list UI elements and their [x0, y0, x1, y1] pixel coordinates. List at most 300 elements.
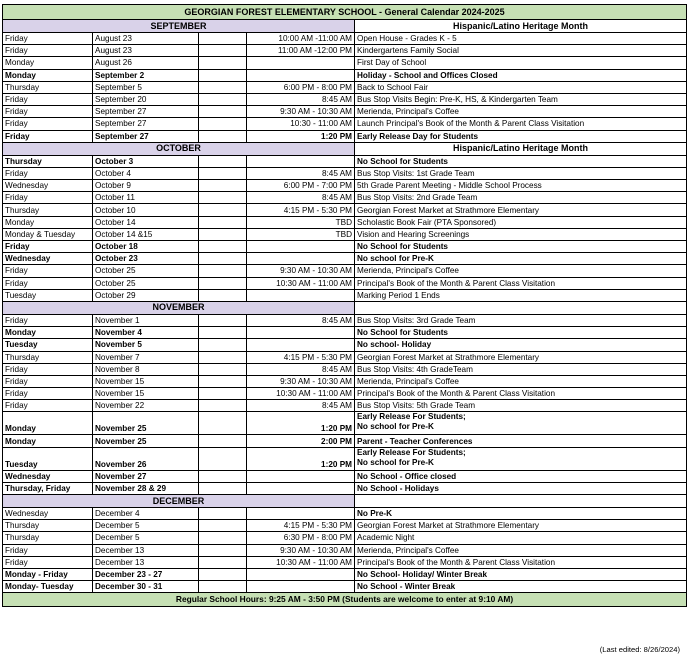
calendar-row [3, 435, 687, 447]
calendar-row [3, 568, 687, 580]
calendar-row [3, 277, 687, 289]
calendar-row [3, 155, 687, 167]
row-date: October 18 [93, 241, 199, 253]
row-spacer [199, 81, 247, 93]
event-text: No school for Pre-K [357, 254, 434, 264]
row-spacer [199, 532, 247, 544]
calendar-row [3, 388, 687, 400]
row-date: December 13 [93, 544, 199, 556]
row-event [355, 33, 687, 45]
heritage-month-label [355, 495, 687, 508]
row-date: October 25 [93, 277, 199, 289]
calendar-row [3, 45, 687, 57]
event-text: Early Release For Students; [357, 412, 466, 422]
row-time [247, 241, 355, 253]
row-date: September 27 [93, 106, 199, 118]
event-text: Principal's Book of the Month & Parent Class Visitation [357, 278, 556, 288]
row-spacer [199, 375, 247, 387]
row-spacer [199, 228, 247, 240]
row-spacer [199, 447, 247, 470]
row-time: 9:30 AM - 10:30 AM [247, 544, 355, 556]
row-date: October 10 [93, 204, 199, 216]
row-spacer [199, 327, 247, 339]
calendar-row [3, 375, 687, 387]
row-day: Friday [3, 314, 93, 326]
row-day: Friday [3, 241, 93, 253]
row-event [355, 568, 687, 580]
row-time: 6:00 PM - 7:00 PM [247, 180, 355, 192]
calendar-row [3, 204, 687, 216]
row-event [355, 81, 687, 93]
row-spacer [199, 45, 247, 57]
row-date: November 25 [93, 412, 199, 435]
row-day: Wednesday [3, 180, 93, 192]
calendar-row [3, 400, 687, 412]
row-event [355, 155, 687, 167]
row-time: TBD [247, 216, 355, 228]
row-spacer [199, 581, 247, 593]
row-date: September 20 [93, 93, 199, 105]
calendar-row [3, 314, 687, 326]
event-text: Kindergartens Family Social [357, 46, 459, 56]
calendar-row [3, 351, 687, 363]
row-day: Friday [3, 375, 93, 387]
event-text: Early Release For Students; [357, 447, 466, 457]
row-date: November 4 [93, 327, 199, 339]
event-text: No School - Office closed [357, 471, 457, 481]
calendar-row [3, 508, 687, 520]
event-text: Launch Principal's Book of the Month & Parent Class Visitation [357, 119, 585, 129]
row-time: 10:00 AM -11:00 AM [247, 33, 355, 45]
row-event [355, 520, 687, 532]
row-event [355, 216, 687, 228]
row-time: 4:15 PM - 5:30 PM [247, 520, 355, 532]
row-spacer [199, 363, 247, 375]
heritage-month-label: Hispanic/Latino Heritage Month [355, 20, 687, 33]
calendar-row [3, 180, 687, 192]
calendar-row [3, 482, 687, 494]
row-day: Friday [3, 192, 93, 204]
row-spacer [199, 277, 247, 289]
row-date: September 27 [93, 130, 199, 142]
event-text: Holiday - School and Offices Closed [357, 70, 498, 80]
title-row [3, 5, 687, 20]
calendar-row [3, 556, 687, 568]
row-event [355, 180, 687, 192]
event-text: Scholastic Book Fair (PTA Sponsored) [357, 217, 497, 227]
row-time: 10:30 AM - 11:00 AM [247, 388, 355, 400]
row-time [247, 253, 355, 265]
calendar-row [3, 581, 687, 593]
row-date: October 11 [93, 192, 199, 204]
row-day: Friday [3, 130, 93, 142]
row-day: Monday- Tuesday [3, 581, 93, 593]
calendar-row [3, 253, 687, 265]
row-event [355, 130, 687, 142]
row-spacer [199, 556, 247, 568]
row-day: Friday [3, 93, 93, 105]
calendar-row [3, 93, 687, 105]
row-time [247, 508, 355, 520]
row-day: Monday [3, 216, 93, 228]
row-spacer [199, 435, 247, 447]
row-event [355, 192, 687, 204]
row-event [355, 532, 687, 544]
row-event [355, 118, 687, 130]
row-time [247, 289, 355, 301]
row-date: October 29 [93, 289, 199, 301]
row-spacer [199, 412, 247, 435]
footer-row [3, 593, 687, 607]
event-text: 5th Grade Parent Meeting - Middle School Process [357, 181, 542, 191]
row-time: 4:15 PM - 5:30 PM [247, 204, 355, 216]
row-date: November 25 [93, 435, 199, 447]
event-text: No School for Students [357, 156, 448, 166]
row-time [247, 470, 355, 482]
row-day: Thursday [3, 351, 93, 363]
row-time: 1:20 PM [247, 447, 355, 470]
row-time: TBD [247, 228, 355, 240]
row-spacer [199, 351, 247, 363]
row-event [355, 106, 687, 118]
row-event [355, 93, 687, 105]
row-day: Monday - Friday [3, 568, 93, 580]
row-date: October 14 [93, 216, 199, 228]
row-day: Friday [3, 363, 93, 375]
row-time: 8:45 AM [247, 192, 355, 204]
row-date: November 22 [93, 400, 199, 412]
event-text: No School for Students [357, 242, 448, 252]
row-event [355, 314, 687, 326]
calendar-row [3, 339, 687, 351]
row-event [355, 400, 687, 412]
calendar-row [3, 118, 687, 130]
row-time [247, 57, 355, 69]
row-event [355, 470, 687, 482]
row-date: November 15 [93, 375, 199, 387]
month-name: DECEMBER [3, 495, 355, 508]
event-text: No School - Holidays [357, 483, 439, 493]
row-day: Friday [3, 556, 93, 568]
row-time: 8:45 AM [247, 400, 355, 412]
calendar-row [3, 216, 687, 228]
row-time [247, 581, 355, 593]
calendar-row [3, 57, 687, 69]
month-name: OCTOBER [3, 142, 355, 155]
row-spacer [199, 253, 247, 265]
event-text-line2: No school for Pre-K [357, 457, 434, 467]
row-time: 10:30 AM - 11:00 AM [247, 277, 355, 289]
calendar-row [3, 447, 687, 470]
event-text: Bus Stop Visits: 1st Grade Team [357, 168, 475, 178]
row-date: November 5 [93, 339, 199, 351]
row-time: 8:45 AM [247, 314, 355, 326]
row-event [355, 544, 687, 556]
row-event [355, 351, 687, 363]
event-text: Back to School Fair [357, 82, 428, 92]
row-date: October 9 [93, 180, 199, 192]
row-day: Monday [3, 435, 93, 447]
calendar-row [3, 130, 687, 142]
row-date: October 3 [93, 155, 199, 167]
row-spacer [199, 118, 247, 130]
row-day: Friday [3, 45, 93, 57]
row-day: Thursday [3, 155, 93, 167]
row-spacer [199, 265, 247, 277]
row-time: 2:00 PM [247, 435, 355, 447]
row-time [247, 482, 355, 494]
row-date: August 26 [93, 57, 199, 69]
event-text: Bus Stop Visits Begin: Pre-K, HS, & Kindergarten Team [357, 95, 558, 105]
calendar-row [3, 241, 687, 253]
row-event [355, 363, 687, 375]
calendar-row [3, 327, 687, 339]
row-spacer [199, 57, 247, 69]
row-day: Wednesday [3, 253, 93, 265]
last-edited-note: (Last edited: 8/26/2024) [599, 645, 680, 654]
row-spacer [199, 180, 247, 192]
row-time [247, 155, 355, 167]
event-text: Georgian Forest Market at Strathmore Elementary [357, 521, 540, 531]
event-text: Bus Stop Visits: 2nd Grade Team [357, 193, 478, 203]
row-date: September 5 [93, 81, 199, 93]
calendar-row [3, 520, 687, 532]
event-text: Merienda, Principal's Coffee [357, 266, 459, 276]
calendar-row [3, 167, 687, 179]
row-event [355, 57, 687, 69]
event-text: No school- Holiday [357, 340, 432, 350]
heritage-month-label: Hispanic/Latino Heritage Month [355, 142, 687, 155]
event-text-line2: No school for Pre-K [357, 422, 434, 432]
row-time: 8:45 AM [247, 167, 355, 179]
row-day: Thursday [3, 520, 93, 532]
event-text: Georgian Forest Market at Strathmore Elementary [357, 205, 540, 215]
row-event [355, 204, 687, 216]
row-spacer [199, 568, 247, 580]
event-text: Open House - Grades K - 5 [357, 34, 457, 44]
event-text: Bus Stop Visits: 5th Grade Team [357, 401, 476, 411]
row-spacer [199, 241, 247, 253]
row-date: November 26 [93, 447, 199, 470]
row-time [247, 327, 355, 339]
row-day: Monday [3, 57, 93, 69]
row-day: Tuesday [3, 289, 93, 301]
row-event [355, 556, 687, 568]
event-text: No School- Holiday/ Winter Break [357, 570, 488, 580]
row-date: September 27 [93, 118, 199, 130]
month-name: SEPTEMBER [3, 20, 355, 33]
row-event [355, 412, 687, 435]
row-time: 1:20 PM [247, 130, 355, 142]
row-day: Thursday [3, 81, 93, 93]
row-spacer [199, 482, 247, 494]
row-spacer [199, 400, 247, 412]
row-time: 9:30 AM - 10:30 AM [247, 375, 355, 387]
event-text: Bus Stop Visits: 4th GradeTeam [357, 364, 473, 374]
row-spacer [199, 544, 247, 556]
calendar-row [3, 69, 687, 81]
row-event [355, 508, 687, 520]
calendar-row [3, 106, 687, 118]
calendar-row [3, 412, 687, 435]
row-date: August 23 [93, 33, 199, 45]
row-day: Friday [3, 277, 93, 289]
row-event [355, 289, 687, 301]
row-date: August 23 [93, 45, 199, 57]
event-text: Academic Night [357, 533, 415, 543]
row-date: December 5 [93, 532, 199, 544]
row-event [355, 253, 687, 265]
row-date: November 27 [93, 470, 199, 482]
row-day: Monday [3, 412, 93, 435]
month-header-row [3, 20, 687, 33]
row-time: 6:30 PM - 8:00 PM [247, 532, 355, 544]
row-day: Monday [3, 69, 93, 81]
row-time: 9:30 AM - 10:30 AM [247, 265, 355, 277]
row-event [355, 339, 687, 351]
row-spacer [199, 339, 247, 351]
calendar-row [3, 192, 687, 204]
row-spacer [199, 520, 247, 532]
row-spacer [199, 33, 247, 45]
event-text: Early Release Day for Students [357, 131, 479, 141]
row-spacer [199, 155, 247, 167]
row-date: September 2 [93, 69, 199, 81]
row-day: Wednesday [3, 508, 93, 520]
school-hours-note: Regular School Hours: 9:25 AM - 3:50 PM (Students are welcome to enter at 9:10 AM) [3, 593, 687, 607]
event-text: Parent - Teacher Conferences [357, 436, 473, 446]
row-spacer [199, 508, 247, 520]
event-text: Bus Stop Visits: 3rd Grade Team [357, 316, 476, 326]
row-date: December 13 [93, 556, 199, 568]
event-text: Merienda, Principal's Coffee [357, 545, 459, 555]
row-day: Thursday [3, 532, 93, 544]
row-date: December 5 [93, 520, 199, 532]
calendar-row [3, 289, 687, 301]
row-day: Friday [3, 118, 93, 130]
month-name: NOVEMBER [3, 301, 355, 314]
row-spacer [199, 204, 247, 216]
calendar-row [3, 33, 687, 45]
row-date: November 8 [93, 363, 199, 375]
row-day: Friday [3, 106, 93, 118]
row-spacer [199, 192, 247, 204]
row-day: Friday [3, 265, 93, 277]
row-day: Thursday [3, 204, 93, 216]
event-text: Vision and Hearing Screenings [357, 229, 470, 239]
calendar-title: GEORGIAN FOREST ELEMENTARY SCHOOL - General Calendar 2024-2025 [3, 5, 687, 20]
row-time: 11:00 AM -12:00 PM [247, 45, 355, 57]
row-spacer [199, 130, 247, 142]
row-time [247, 69, 355, 81]
calendar-document [2, 4, 686, 654]
row-spacer [199, 93, 247, 105]
row-date: December 4 [93, 508, 199, 520]
row-time: 9:30 AM - 10:30 AM [247, 106, 355, 118]
row-event [355, 375, 687, 387]
row-event [355, 228, 687, 240]
row-event [355, 241, 687, 253]
row-date: November 15 [93, 388, 199, 400]
row-spacer [199, 167, 247, 179]
event-text: Principal's Book of the Month & Parent Class Visitation [357, 557, 556, 567]
row-event [355, 581, 687, 593]
row-event [355, 388, 687, 400]
row-time [247, 339, 355, 351]
row-time: 8:45 AM [247, 363, 355, 375]
row-event [355, 167, 687, 179]
calendar-table [2, 4, 687, 607]
event-text: No School for Students [357, 328, 448, 338]
event-text: First Day of School [357, 58, 427, 68]
row-time: 8:45 AM [247, 93, 355, 105]
event-text: Merienda, Principal's Coffee [357, 107, 459, 117]
month-header-row [3, 495, 687, 508]
calendar-row [3, 228, 687, 240]
row-time: 10:30 AM - 11:00 AM [247, 556, 355, 568]
row-spacer [199, 470, 247, 482]
row-day: Thursday, Friday [3, 482, 93, 494]
row-time [247, 568, 355, 580]
row-spacer [199, 69, 247, 81]
row-day: Wednesday [3, 470, 93, 482]
row-event [355, 45, 687, 57]
row-date: October 14 &15 [93, 228, 199, 240]
row-date: November 1 [93, 314, 199, 326]
row-spacer [199, 314, 247, 326]
row-day: Tuesday [3, 339, 93, 351]
event-text: Georgian Forest Market at Strathmore Elementary [357, 352, 540, 362]
row-date: November 28 & 29 [93, 482, 199, 494]
row-day: Friday [3, 400, 93, 412]
heritage-month-label [355, 301, 687, 314]
row-event [355, 482, 687, 494]
row-day: Friday [3, 33, 93, 45]
row-event [355, 447, 687, 470]
calendar-row [3, 363, 687, 375]
row-day: Friday [3, 167, 93, 179]
calendar-row [3, 544, 687, 556]
event-text: No School - Winter Break [357, 582, 456, 592]
month-header-row [3, 142, 687, 155]
event-text: Merienda, Principal's Coffee [357, 376, 459, 386]
row-spacer [199, 106, 247, 118]
row-time: 6:00 PM - 8:00 PM [247, 81, 355, 93]
row-date: October 4 [93, 167, 199, 179]
row-day: Tuesday [3, 447, 93, 470]
row-spacer [199, 289, 247, 301]
row-time: 10:30 - 11:00 AM [247, 118, 355, 130]
row-date: October 23 [93, 253, 199, 265]
event-text: Principal's Book of the Month & Parent Class Visitation [357, 389, 556, 399]
row-date: December 23 - 27 [93, 568, 199, 580]
row-date: December 30 - 31 [93, 581, 199, 593]
row-day: Monday & Tuesday [3, 228, 93, 240]
row-day: Friday [3, 544, 93, 556]
calendar-row [3, 470, 687, 482]
calendar-row [3, 81, 687, 93]
calendar-row [3, 265, 687, 277]
row-spacer [199, 216, 247, 228]
row-spacer [199, 388, 247, 400]
row-date: November 7 [93, 351, 199, 363]
row-day: Friday [3, 388, 93, 400]
calendar-row [3, 532, 687, 544]
row-time: 4:15 PM - 5:30 PM [247, 351, 355, 363]
event-text: No Pre-K [357, 509, 393, 519]
row-event [355, 277, 687, 289]
month-header-row [3, 301, 687, 314]
